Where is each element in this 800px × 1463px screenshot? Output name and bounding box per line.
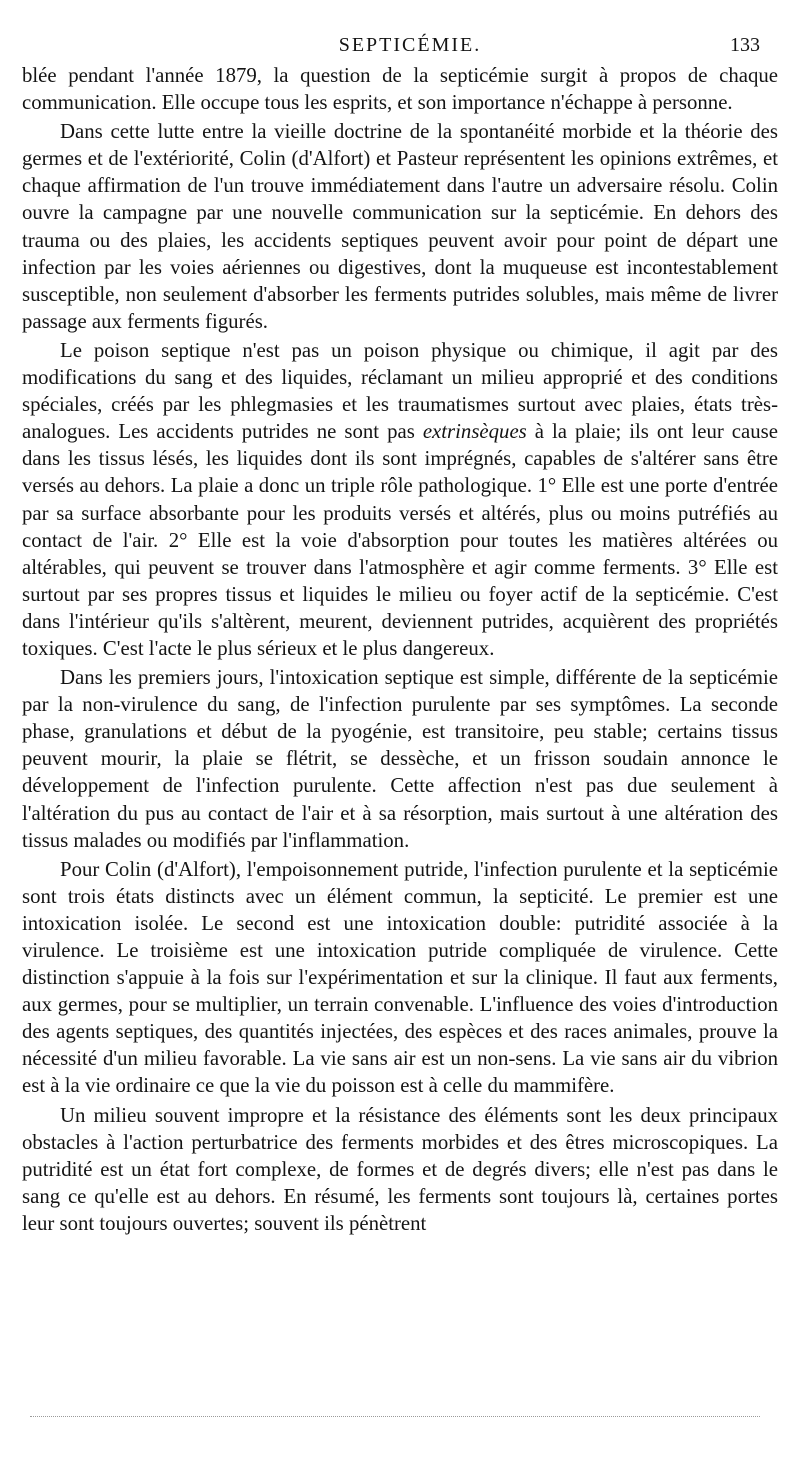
running-header <box>60 30 760 60</box>
page-number: 133 <box>730 34 760 56</box>
paragraph-2: Dans cette lutte entre la vieille doctrine de la spontanéité morbide et la théorie des germes et de l'extériorité, Colin (d'Alfort) et Pasteur représentent les opinions extrêmes, et chaque affirmation de l'un trouve immédiatement dans l'autre un adversaire résolu. Colin ouvre la campagne par une nouvelle communication sur la septicémie. En dehors des trauma ou des plaies, les accidents septiques peuvent avoir pour point de départ une infection par les voies aériennes ou digestives, dont la muqueuse est incontestablement susceptible, non seulement d'absorber les ferments putrides solubles, mais même de livrer passage aux ferments figurés. <box>22 120 778 333</box>
paragraph-6: Un milieu souvent impropre et la résistance des éléments sont les deux principaux obstacles à l'action perturbatrice des ferments morbides et des êtres microscopiques. La putridité est un état fort complexe, de formes et de degrés divers; elle n'est pas dans le sang ce qu'elle est au dehors. En résumé, les ferments sont toujours là, certaines portes leur sont toujours ouvertes; souvent ils pénètrent <box>22 1103 778 1235</box>
body-text <box>22 62 778 1237</box>
emphasis-extrinseques: extrinsèques <box>422 420 527 444</box>
paragraph-1: blée pendant l'année 1879, la question de la septicémie surgit à propos de chaque communication. Elle occupe tous les esprits, et son importance n'échappe à personne. <box>22 64 778 115</box>
paragraph-3 <box>22 337 778 662</box>
paragraph-4: Dans les premiers jours, l'intoxication septique est simple, différente de la septicémie par la non-virulence du sang, de l'infection purulente par ses symptômes. La seconde phase, granulations et début de la pyogénie, est transitoire, peu stable; certains tissus peuvent mourir, la plaie se flétrit, se dessèche, et un frisson soudain annonce le développement de l'infection purulente. Cette affection n'est pas due seulement à l'altération du pus au contact de l'air et à sa résorption, mais surtout à une altération des tissus malades ou modifiés par l'inflammation. <box>22 666 778 852</box>
footer-rule <box>30 1416 760 1418</box>
running-title: SEPTICÉMIE. <box>338 34 482 56</box>
paragraph-3-text-before: Le poison septique n'est pas un poison physique ou chimique, il agit par des modifications du sang et des liquides, réclamant un milieu approprié et des conditions spéciales, créés par les phlegmasies et les traumatismes surtout avec plaies, états très-analogues. Les accidents putrides ne sont pas <box>22 338 778 444</box>
paragraph-3-text-after: à la plaie; ils ont leur cause dans les tissus lésés, les liquides dont ils sont imprégnés, capables de s'altérer sans être versés au dehors. La plaie a donc un triple rôle pathologique. 1° Elle est une porte d'entrée par sa surface absorbante pour les produits versés et altérés, plus ou moins putréfiés au contact de l'air. 2° Elle est la voie d'absorption pour toutes les matières altérées ou altérables, qui peuvent se trouver dans l'atmosphère et agir comme ferments. 3° Elle est surtout par ses propres tissus et liquides le milieu ou foyer actif de la septicémie. C'est dans l'intérieur qu'ils s'altèrent, meurent, deviennent putrides, acquièrent des propriétés toxiques. C'est l'acte le plus sérieux et le plus dangereux. <box>22 420 778 660</box>
paragraph-5: Pour Colin (d'Alfort), l'empoisonnement putride, l'infection purulente et la septicémie sont trois états distincts avec un élément commun, la septicité. Le premier est une intoxication isolée. Le second est une intoxication double: putridité associée à la virulence. Le troisième est une intoxication putride compliquée de virulence. Cette distinction s'appuie à la fois sur l'expérimentation et sur la clinique. Il faut aux ferments, aux germes, pour se multiplier, un terrain convenable. L'influence des voies d'introduction des agents septiques, des quantités injectées, des espèces et des races animales, prouve la nécessité d'un milieu favorable. La vie sans air est un non-sens. La vie sans air du vibrion est à la vie ordinaire ce que la vie du poisson est à celle du mammifère. <box>22 857 778 1098</box>
